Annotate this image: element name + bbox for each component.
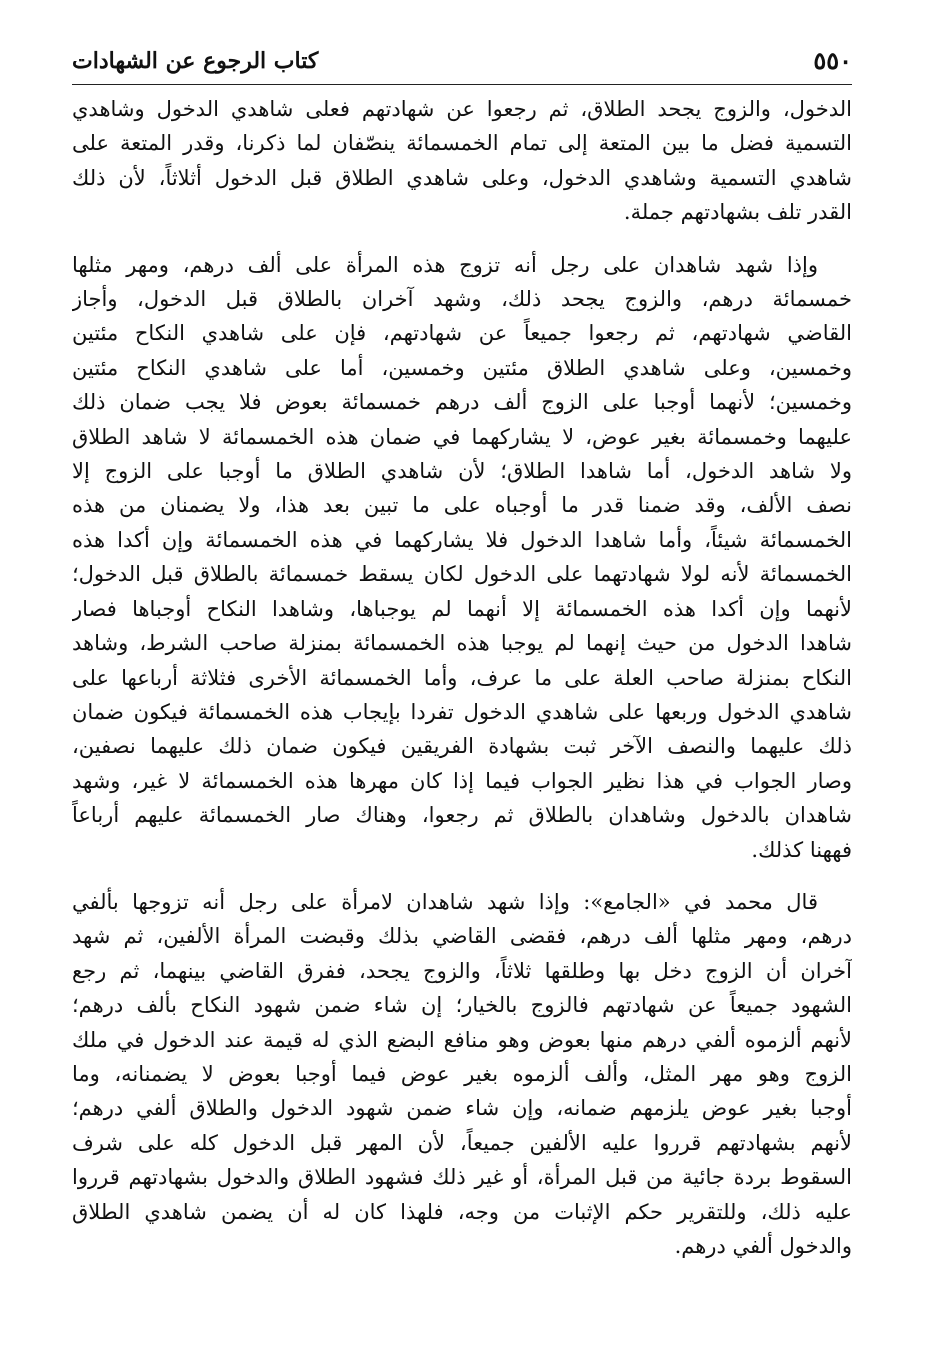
text-line: شاهدي الدخول وربعها على شاهدي الدخول تفردا بإيجاب هذه الخمسمائة فيكون ضمان	[72, 699, 852, 724]
text-line: فههنا كذلك.	[751, 837, 852, 862]
text-line: درهم، ومهر مثلها ألف درهم، فقضى القاضي بذلك وقبضت المرأة الألفين، ثم شهد	[72, 924, 852, 949]
text-line: الزوج وهو مهر المثل، وألف ألزموه بغير عوض فيما أوجبا بعوض لا يضمنانه، وما	[72, 1061, 852, 1086]
text-line: شاهدا الدخول من حيث إنهما لم يوجبا هذه الخمسمائة بمنزلة صاحب الشرط، وشاهد	[72, 631, 852, 656]
text-line: عليه ذلك، وللتقرير حكم الإثبات من وجه، فلهذا كان له أن يضمن شاهدي الطلاق	[72, 1199, 852, 1224]
text-line: لأنهما وإن أكدا هذه الخمسمائة إلا أنهما لم يوجباها، وشاهدا النكاح أوجباها فصار	[72, 596, 852, 621]
text-line: خمسمائة درهم، والزوج يجحد ذلك، وشهد آخران بالطلاق قبل الدخول، وأجاز	[72, 287, 852, 312]
text-line: والدخول ألفي درهم.	[674, 1234, 852, 1258]
text-line: ذلك عليهما والنصف الآخر ثبت بشهادة الفريقين فيكون ضمان ذلك عليهما نصفين،	[72, 734, 852, 759]
text-line: الدخول، والزوج يجحد الطلاق، ثم رجعوا عن شهادتهم فعلى شاهدي الدخول وشاهدي	[72, 97, 852, 121]
header-divider	[72, 84, 852, 85]
text-line: القاضي شهادتهم، ثم رجعوا جميعاً عن شهادتهم، فإن على شاهدي النكاح مئتين	[72, 321, 852, 346]
text-line: التسمية فضل ما بين المتعة إلى تمام الخمسمائة ينصّفان لما ذكرنا، وقدر المتعة على	[72, 131, 852, 156]
paragraph	[72, 248, 852, 867]
text-line: لأنهم ألزموه ألفي درهم منها بعوض وهو منافع البضع الذي له قيمة عند الدخول في ملك	[72, 1027, 852, 1052]
text-line: القدر تلف بشهادتهم جملة.	[623, 200, 852, 225]
text-line: وخمسين، وعلى شاهدي الطلاق مئتين وخمسين، أما على شاهدي النكاح مئتين	[72, 355, 852, 380]
text-line: أوجبا بغير عوض يلزمهم ضمانه، وإن شاء ضمن شهود الدخول والطلاق ألفي درهم؛	[72, 1096, 852, 1121]
text-line: شاهدان بالدخول وشاهدان بالطلاق ثم رجعوا، وهناك صار الخمسمائة عليهم أرباعاً	[72, 803, 852, 828]
text-line: آخران أن الزوج دخل بها وطلقها ثلاثاً، والزوج يجحد، ففرق القاضي بينهما، ثم رجع	[72, 958, 852, 983]
text-line: السقوط بردة جائية من قبل المرأة، أو غير ذلك فشهود الطلاق والدخول بشهادتهم قرروا	[72, 1165, 852, 1190]
page-number: ٥٥٠	[813, 46, 852, 75]
text-line: ولا شاهد الدخول، أما شاهدا الطلاق؛ لأن شاهدي الطلاق ما أوجبا على الزوج إلا	[72, 459, 852, 484]
text-line: لأنهم بشهادتهم قرروا عليه الألفين جميعاً، لأن المهر قبل الدخول كله على شرف	[72, 1130, 852, 1155]
text-line: شاهدي التسمية وشاهدي الدخول، وعلى شاهدي الطلاق قبل الدخول أثلاثاً، لأن ذلك	[72, 165, 852, 190]
text-line: عليهما وخمسمائة بغير عوض، لا يشاركهما في ضمان هذه الخمسمائة لا شاهد الطلاق	[72, 424, 852, 449]
text-line: الخمسمائة شيئاً، وأما شاهدا الدخول فلا يشاركهما في هذه الخمسمائة وإن أكدا هذه	[72, 527, 852, 552]
running-title: كتاب الرجوع عن الشهادات	[72, 48, 319, 74]
page-header	[72, 40, 852, 80]
text-line: وإذا شهد شاهدان على رجل أنه تزوج هذه المرأة على ألف درهم، ومهر مثلها	[72, 252, 818, 277]
text-line: نصف الألف، وقد ضمنا قدر ما أوجباه على ما تبين بعد هذا، ولا يضمنان من هذه	[72, 493, 852, 518]
text-line: قال محمد في «الجامع»: وإذا شهد شاهدان لامرأة على رجل أنه تزوجها بألفي	[72, 889, 818, 914]
paragraph	[72, 92, 852, 230]
text-line: الخمسمائة لأنه لولا شهادتهما على الدخول لكان يسقط خمسمائة بالطلاق قبل الدخول؛	[72, 562, 852, 587]
text-line: وخمسين؛ لأنهما أوجبا على الزوج ألف درهم خمسمائة بعوض فلا يجب ضمان ذلك	[72, 390, 852, 415]
body-text	[72, 92, 852, 1263]
paragraph	[72, 885, 852, 1263]
text-line: الشهود جميعاً عن شهادتهم فالزوج بالخيار؛ إن شاء ضمن شهود النكاح بألف درهم؛	[72, 993, 852, 1018]
text-line: وصار الجواب في هذا نظير الجواب فيما إذا كان مهرها هذه الخمسمائة لا غير، وشهد	[72, 768, 852, 793]
text-line: النكاح بمنزلة صاحب العلة على ما عرف، وأما الخمسمائة الأخرى فثلاثة أرباعها على	[72, 665, 852, 690]
